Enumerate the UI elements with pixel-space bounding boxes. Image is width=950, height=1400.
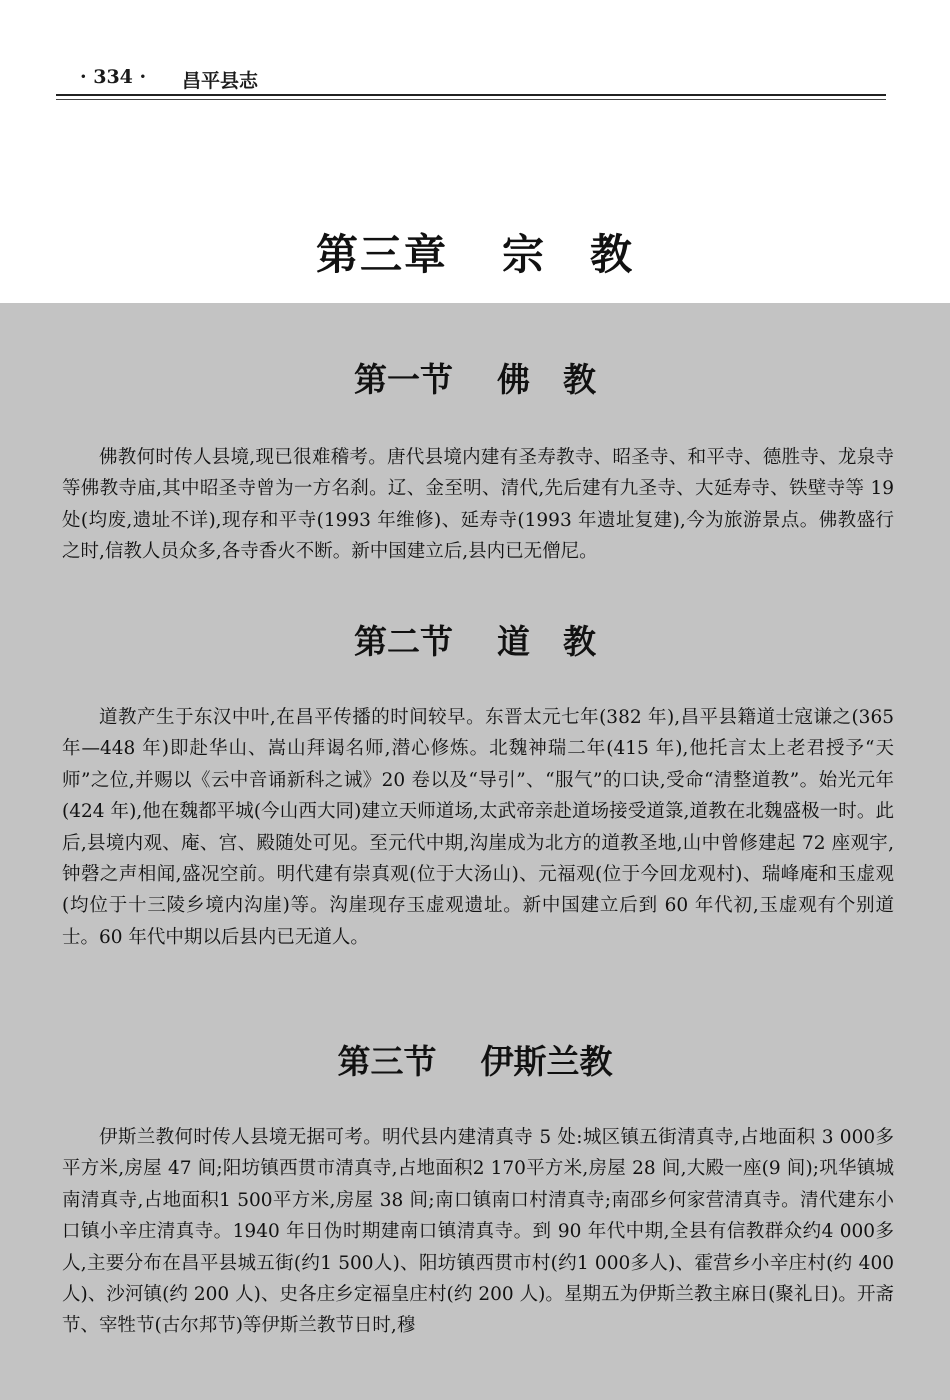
section-body-buddhism: 佛教何时传人县境,现已很难稽考。唐代县境内建有圣寿教寺、昭圣寺、和平寺、德胜寺、龙泉寺等佛教寺庙,其中昭圣寺曾为一方名刹。辽、金至明、清代,先后建有九圣寺、大延寿寺、铁壁寺等 19 处(均废,遗址不详),现存和平寺(1993 年维修)、延寿寺(1993 年遗址复建),今为旅游景点。佛教盛行之时,信教人员众多,各寺香火不断。新中国建立后,县内已无僧尼。	[62, 447, 894, 563]
header-rule-thick	[56, 94, 886, 96]
page-number: · 334 ·	[80, 66, 147, 88]
section-heading-islam	[0, 1036, 950, 1083]
header-rule-thin	[56, 99, 886, 100]
chapter-number: 第三章	[315, 230, 448, 279]
section-body-taoism: 道教产生于东汉中叶,在昌平传播的时间较早。东晋太元七年(382 年),昌平县籍道士寇谦之(365 年—448 年)即赴华山、嵩山拜谒名师,潜心修炼。北魏神瑞二年(415 年),他托言太上老君授予“天师”之位,并赐以《云中音诵新科之诫》20 卷以及“导引”、“服气”的口诀,受命“清整道教”。始光元年(424 年),他在魏都平城(今山西大同)建立天师道场,太武帝亲赴道场接受道箓,道教在北魏盛极一时。此后,县境内观、庵、宫、殿随处可见。至元代中期,沟崖成为北方的道教圣地,山中曾修建起 72 座观宇,钟磬之声相闻,盛况空前。明代建有崇真观(位于大汤山)、元福观(位于今回龙观村)、瑞峰庵和玉虚观(均位于十三陵乡境内沟崖)等。沟崖现存玉虚观遗址。新中国建立后到 60 年代初,玉虚观有个别道士。60 年代中期以后县内已无道人。	[62, 707, 894, 948]
running-header	[56, 66, 886, 92]
section-number: 第二节	[354, 622, 453, 661]
book-title: 昌平县志	[182, 70, 259, 92]
section-heading-taoism	[0, 616, 950, 663]
chapter-title	[0, 222, 950, 282]
section-title: 伊斯兰教	[480, 1042, 613, 1081]
section-title: 道 教	[497, 622, 596, 661]
section-number: 第三节	[337, 1042, 437, 1081]
section-heading-buddhism	[0, 354, 950, 401]
section-title: 佛 教	[497, 360, 596, 399]
chapter-name: 宗 教	[502, 230, 635, 279]
section-number: 第一节	[354, 360, 453, 399]
section-body-islam: 伊斯兰教何时传人县境无据可考。明代县内建清真寺 5 处:城区镇五街清真寺,占地面积 3 000多平方米,房屋 47 间;阳坊镇西贯市清真寺,占地面积2 170平方米,房屋 28 间,大殿一座(9 间);巩华镇城南清真寺,占地面积1 500平方米,房屋 38 间;南口镇南口村清真寺;南邵乡何家营清真寺。清代建东小口镇小辛庄清真寺。1940 年日伪时期建南口镇清真寺。到 90 年代中期,全县有信教群众约4 000多人,主要分布在昌平县城五街(约1 500人)、阳坊镇西贯市村(约1 000多人)、霍营乡小辛庄村(约 400 人)、沙河镇(约 200 人)、史各庄乡定福皇庄村(约 200 人)。星期五为伊斯兰教主麻日(聚礼日)。开斋节、宰牲节(古尔邦节)等伊斯兰教节日时,穆	[62, 1127, 894, 1337]
